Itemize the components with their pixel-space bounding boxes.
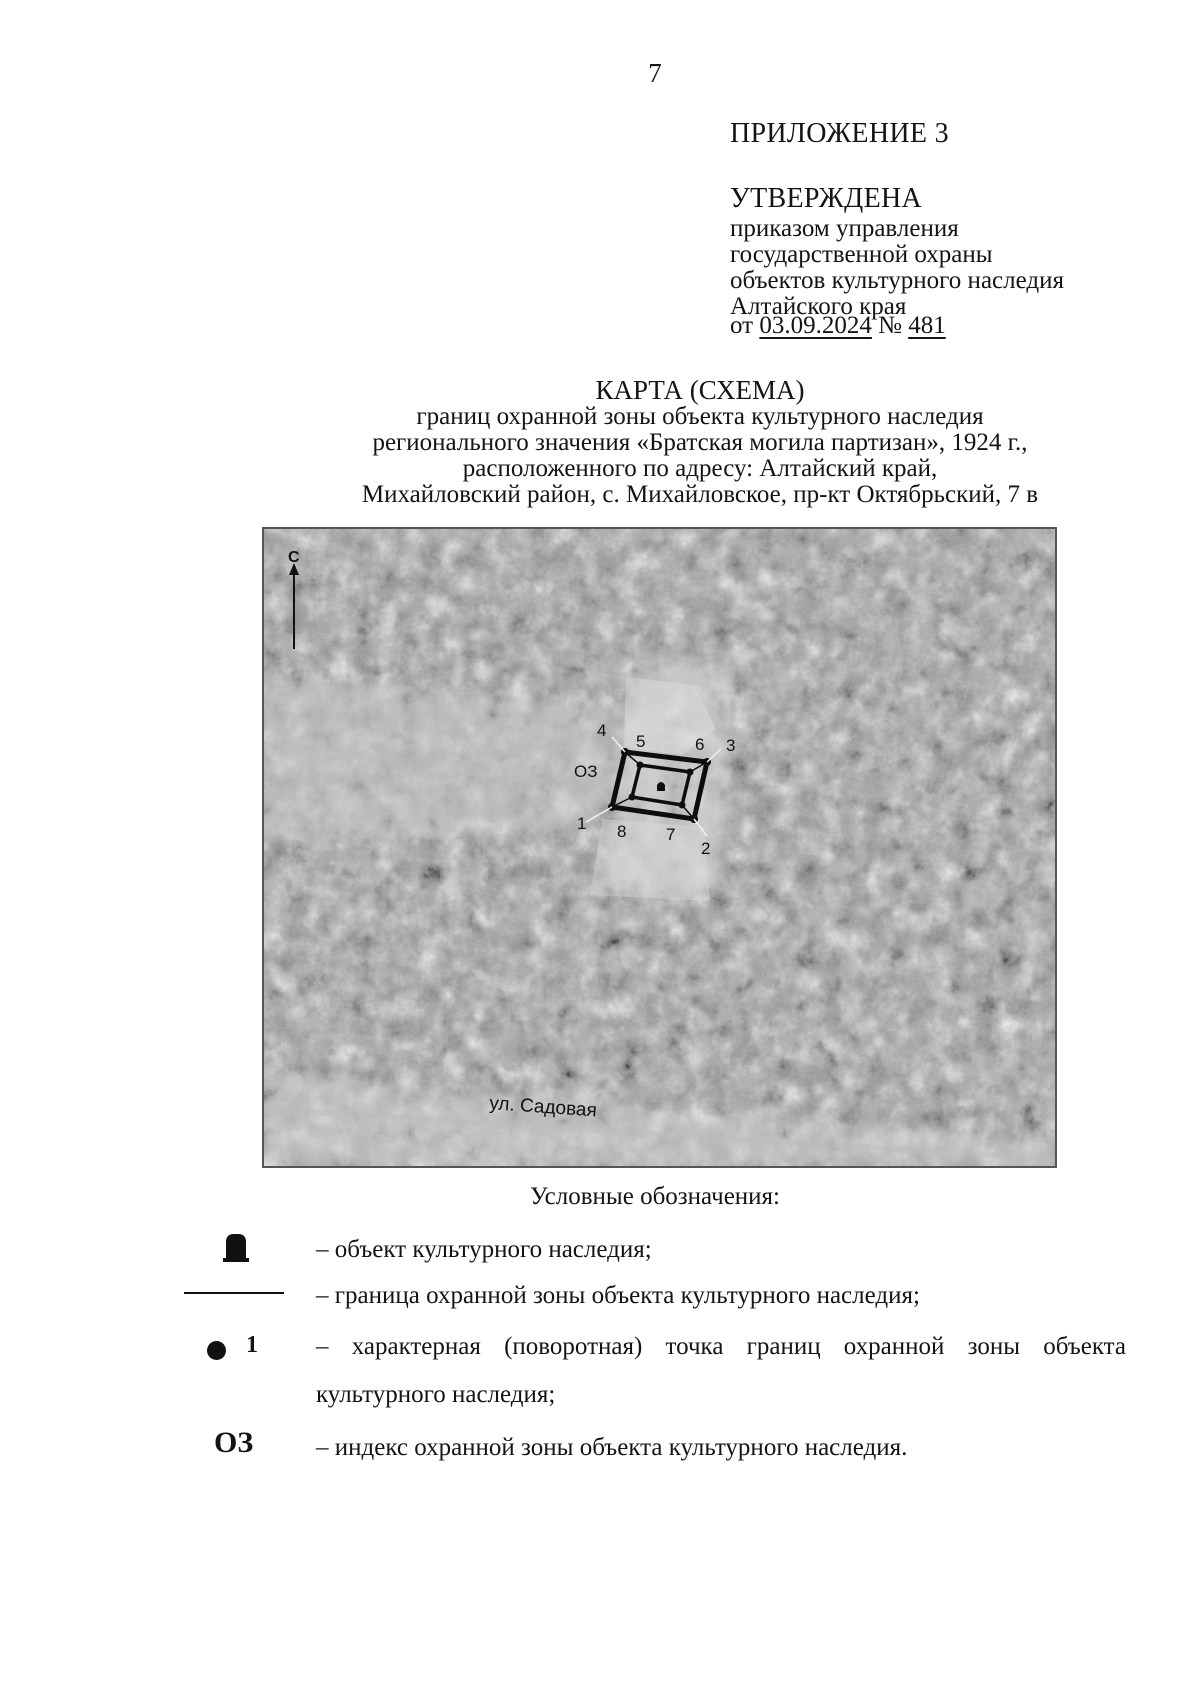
approval-line: приказом управления — [730, 215, 959, 242]
legend-item-text: – индекс охранной зоны объекта культурного наследия. — [316, 1434, 908, 1461]
order-prefix: от — [730, 312, 760, 339]
map-scheme — [262, 527, 1057, 1168]
legend-item-text-continued: культурного наследия; — [316, 1381, 556, 1408]
order-line — [730, 312, 946, 340]
approval-line: Алтайского края — [730, 293, 907, 320]
map-title: КАРТА (СХЕМА) — [595, 375, 805, 405]
page-number: 7 — [648, 58, 662, 88]
turning-point-number: 1 — [246, 1332, 258, 1358]
monument-icon — [223, 1232, 249, 1262]
boundary-line-icon — [184, 1292, 284, 1294]
appendix-label: ПРИЛОЖЕНИЕ 3 — [730, 118, 949, 149]
map-point-label: 7 — [666, 825, 676, 844]
legend-item-text: – объект культурного наследия; — [316, 1236, 652, 1263]
map-subtitle-line: Михайловский район, с. Михайловское, пр-кт Октябрьский, 7 в — [361, 481, 1039, 508]
map-point-label: 2 — [701, 839, 711, 858]
approved-heading: УТВЕРЖДЕНА — [730, 183, 923, 214]
order-number-sign: № — [871, 312, 909, 339]
map-point-label: 4 — [597, 721, 607, 740]
legend-heading: Условные обозначения: — [529, 1183, 781, 1210]
map-point-label: 1 — [577, 814, 587, 833]
map-overlay — [264, 529, 1055, 1166]
map-point-label: 5 — [636, 732, 646, 751]
map-point-label: 8 — [617, 822, 627, 841]
street-label: ул. Садовая — [488, 1093, 598, 1122]
order-number: 481 — [908, 312, 946, 339]
approval-line: объектов культурного наследия — [730, 267, 1064, 294]
monument-icon — [657, 782, 665, 791]
map-subtitle-line: регионального значения «Братская могила партизан», 1924 г., — [372, 429, 1028, 456]
turning-point-icon — [207, 1341, 226, 1360]
map-point-label: 6 — [695, 735, 705, 754]
order-date: 03.09.2024 — [759, 312, 872, 339]
map-title-block — [200, 376, 1200, 508]
zone-index-icon: ОЗ — [214, 1426, 254, 1459]
legend-item-text: – граница охранной зоны объекта культурного наследия; — [316, 1282, 920, 1309]
approval-line: государственной охраны — [730, 241, 993, 268]
map-subtitle-line: границ охранной зоны объекта культурного наследия — [416, 403, 984, 430]
legend-item-text: – характерная (поворотная) точка границ охранной зоны объекта — [316, 1333, 1126, 1360]
north-label: С — [288, 549, 300, 566]
map-point-label: 3 — [726, 736, 736, 755]
zone-label: ОЗ — [574, 762, 598, 781]
map-subtitle-line: расположенного по адресу: Алтайский край, — [462, 455, 938, 482]
